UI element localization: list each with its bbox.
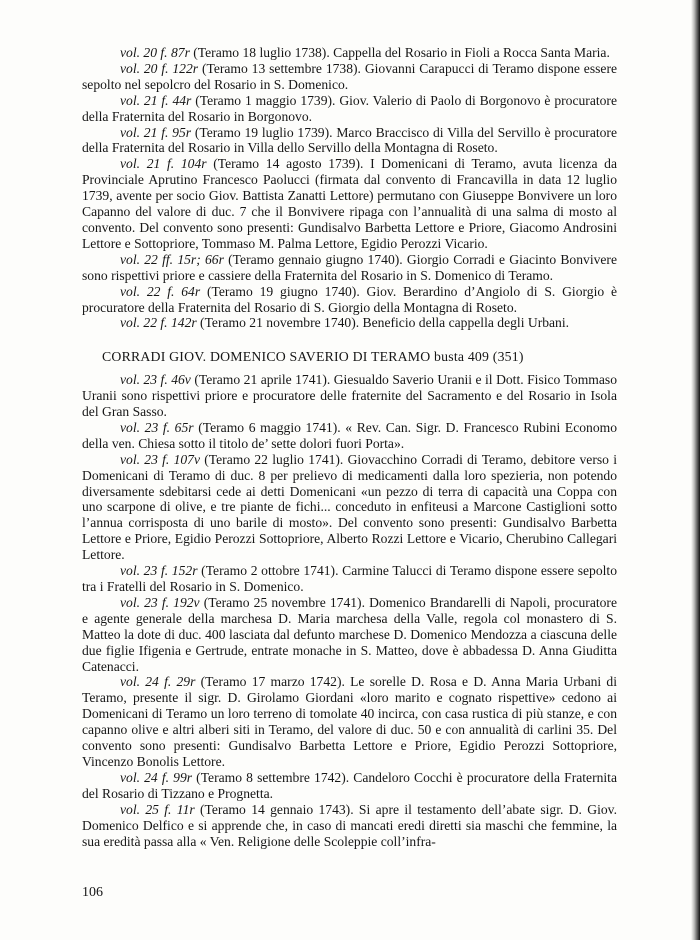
entry-reference: vol. 23 f. 192v	[120, 594, 200, 610]
entry-text: (Teramo 25 novembre 1741). Domenico Brandarelli di Napoli, procuratore e agente generale della marchesa D. Maria marchesa della Valle, regola col monastero di S. Matteo la dote di duc. 400 lasciata dal defunto marchese D. Domenico Mendozza a ciascuna delle due figlie Ifigenia e Gertrude, entrate monache in S. Matteo, dove è abbadessa D. Anna Giuditta Catenacci.	[82, 594, 617, 674]
entry-text: (Teramo 19 giugno 1740). Giov. Berardino d’Angiolo di S. Giorgio è procuratore della Fraternita del Rosario di S. Giorgio della Montagna di Roseto.	[82, 283, 617, 315]
entry-reference: vol. 22 f. 64r	[120, 283, 201, 299]
entry-text: (Teramo 6 maggio 1741). « Rev. Can. Sigr. D. Francesco Rubini Economo della ven. Chiesa sotto il titolo de’ sette dolori fuori Porta».	[82, 419, 617, 451]
entries-before-list	[82, 45, 617, 331]
entry-text: (Teramo 8 settembre 1742). Candeloro Cocchi è procuratore della Fraternita del Rosario di Tizzano e Prognetta.	[82, 769, 617, 801]
entry	[82, 770, 617, 802]
entry	[82, 674, 617, 769]
entry-text: (Teramo 21 novembre 1740). Beneficio della cappella degli Urbani.	[196, 315, 570, 331]
entry-reference: vol. 21 f. 104r	[120, 156, 207, 172]
entry-text: (Teramo 2 ottobre 1741). Carmine Talucci di Teramo dispone essere sepolto tra i Fratelli del Rosario in S. Domenico.	[82, 563, 618, 594]
entry	[82, 452, 617, 563]
entry-reference: vol. 24 f. 99r	[120, 769, 193, 785]
entry	[82, 93, 617, 125]
entry-reference: vol. 23 f. 107v	[120, 451, 200, 467]
entry-reference: vol. 23 f. 65r	[120, 419, 194, 435]
entry	[82, 252, 617, 284]
entry	[82, 61, 617, 93]
entry	[82, 563, 617, 595]
entry-text: (Teramo 21 aprile 1741). Giesualdo Saverio Uranii e il Dott. Fisico Tommaso Uranii sono rispettivi priore e procuratore delle fraternite del Sacramento e del Rosario in Isola del Gran Sasso.	[82, 372, 617, 420]
entry-text: (Teramo 1 maggio 1739). Giov. Valerio di Paolo di Borgonovo è procuratore della Fraternita del Rosario in Borgonovo.	[82, 92, 617, 124]
page-number: 106	[82, 885, 103, 900]
entry	[82, 45, 617, 61]
entry-reference: vol. 22 f. 142r	[120, 315, 197, 331]
entry-text: (Teramo gennaio giugno 1740). Giorgio Corradi e Giacinto Bonvivere sono rispettivi priore e cassiere della Fraternita del Rosario in S. Domenico di Teramo.	[82, 251, 617, 283]
entry-reference: vol. 20 f. 122r	[120, 60, 199, 76]
entry	[82, 125, 617, 157]
entry-reference: vol. 25 f. 11r	[120, 801, 195, 817]
entry-reference: vol. 20 f. 87r	[120, 45, 190, 60]
entry	[82, 420, 617, 452]
entry-text: (Teramo 14 agosto 1739). I Domenicani di Teramo, avuta licenza da Provinciale Aprutino Francesco Paolucci (firmata dal convento di Francavilla in data 12 luglio 1739, avente per socio Giov. Battista Zanatti Lettore) permutano con Giuseppe Bonvivere un loro Capanno del valore di duc. 7 che il Bonvivere ripaga con l’annualità di una salma di mosto al convento. Del convento sono presenti: Gundisalvo Barbetta Lettore e Priore, Giacomo Androsini Lettore e Sottopriore, Tommaso M. Palma Lettore, Egidio Perozzi Vicario.	[82, 156, 617, 251]
entry	[82, 156, 617, 251]
entry-text: (Teramo 19 luglio 1739). Marco Braccisco di Villa del Servillo è procuratore della Fraternita del Rosario in Villa dello Servillo della Montagna di Roseto.	[82, 124, 617, 156]
entry	[82, 284, 617, 316]
entry-reference: vol. 23 f. 152r	[120, 563, 198, 579]
entry	[82, 315, 617, 331]
entry-text: (Teramo 22 luglio 1741). Giovacchino Corradi di Teramo, debitore verso i Domenicani di Teramo di duc. 8 per prelievo di medicamenti dalla loro spezieria, non potendo diversamente sdebitarsi cede ai detti Domenicani «un pezzo di terra di capacità una Coppa con uno scarpone di olive, e tre piante de fichi... conceduto in enfiteusi a Marcone Castiglioni sotto l’annua corrisposta di uno barile di mosto». Del convento sono presenti: Gundisalvo Barbetta Lettore e Priore, Egidio Perozzi Sottopriore, Alberto Rozzi Lettore e Vicario, Cherubino Callegari Lettore.	[82, 451, 617, 563]
section-heading: CORRADI GIOV. DOMENICO SAVERIO DI TERAMO busta 409 (351)	[102, 349, 524, 365]
binding-shadow	[691, 0, 700, 940]
entry-text: (Teramo 17 marzo 1742). Le sorelle D. Rosa e D. Anna Maria Urbani di Teramo, presente il sigr. D. Girolamo Giordani «loro marito e cognato rispettive» cedono ai Domenicani di Teramo un loro terreno di tomolate 40 incirca, con casa rustica di più stanze, e con capanno olive e altri alberi siti in Teramo, del valore di duc. 50 e con annualità di carlini 35. Del convento sono presenti: Gundisalvo Barbetta Lettore e Priore, Egidio Perozzi Sottopriore, Vincenzo Bonolis Lettore.	[82, 674, 617, 769]
entry	[82, 372, 617, 420]
entries-after-list	[82, 372, 617, 849]
entry-reference: vol. 21 f. 95r	[120, 124, 192, 140]
entry	[82, 595, 617, 675]
entry-reference: vol. 23 f. 46v	[120, 372, 191, 388]
body-text	[82, 45, 617, 849]
entry-text: (Teramo 14 gennaio 1743). Si apre il testamento dell’abate sigr. D. Giov. Domenico Delfico e si apprende che, in caso di mancati eredi diretti sia maschi che femmine, la sua eredità passa alla « Ven. Religione delle Scoleppie coll’infra-	[82, 801, 617, 849]
entry-text: (Teramo 18 luglio 1738). Cappella del Rosario in Fioli a Rocca Santa Maria.	[189, 45, 610, 60]
entry-text: (Teramo 13 settembre 1738). Giovanni Carapucci di Teramo dispone essere sepolto nel sepolcro del Rosario in S. Domenico.	[82, 60, 617, 92]
entry-reference: vol. 22 ff. 15r; 66r	[120, 251, 224, 267]
entry-reference: vol. 21 f. 44r	[120, 92, 192, 108]
entry-reference: vol. 24 f. 29r	[120, 674, 196, 690]
entry	[82, 802, 617, 850]
